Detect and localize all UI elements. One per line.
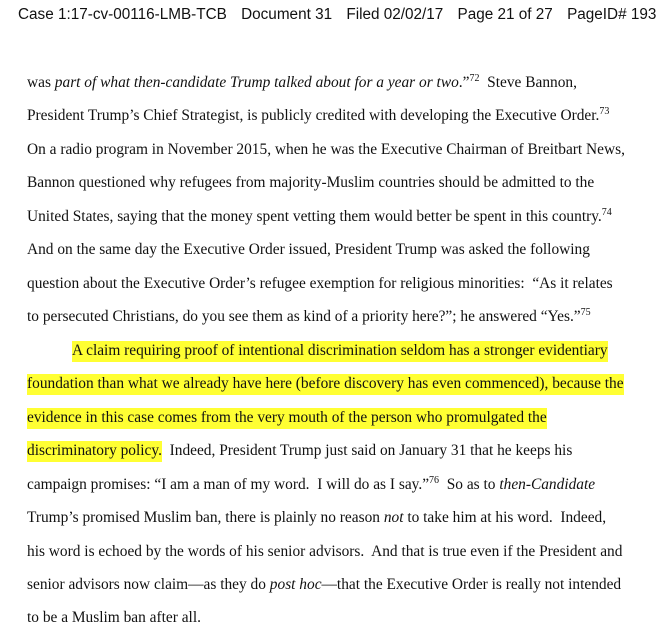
text-line-3 — [27, 141, 625, 159]
line-text: to persecuted Christians, do you see them as kind of a priority here?”; he answered “Yes.” — [27, 308, 581, 325]
line-text: question about the Executive Order’s refugee exemption for religious minorities: “As it relates — [27, 275, 613, 292]
line-text: So as to — [439, 476, 500, 493]
highlighted-text: evidence in this case comes from the very mouth of the person who promulgated the — [27, 408, 547, 429]
text-line-6 — [27, 241, 590, 259]
footnote-ref-75[interactable]: 75 — [580, 307, 591, 318]
line-text: to take him at his word. Indeed, — [403, 509, 607, 526]
line-text: On a radio program in November 2015, when he was the Executive Chairman of Breitbart News, — [27, 141, 625, 158]
footnote-ref-73[interactable]: 73 — [599, 106, 610, 117]
case-header — [18, 6, 657, 24]
footnote-ref-72[interactable]: 72 — [469, 73, 480, 84]
text-line-4 — [27, 174, 594, 192]
line-text: .” — [458, 74, 470, 91]
line-text: Steve Bannon, — [479, 74, 577, 91]
text-line-17 — [27, 609, 201, 627]
line-text: Indeed, President Trump just said on January 31 that he keeps his — [161, 442, 573, 459]
footnote-ref-74[interactable]: 74 — [601, 207, 612, 218]
text-line-12 — [27, 442, 572, 460]
line-text: And on the same day the Executive Order issued, President Trump was asked the following — [27, 241, 590, 258]
text-line-13 — [27, 476, 595, 494]
text-line-15 — [27, 543, 622, 561]
line-text: senior advisors now claim—as they do — [27, 576, 270, 593]
line-text: Trump’s promised Muslim ban, there is plainly no reason — [27, 509, 384, 526]
page-count: Page 21 of 27 — [457, 6, 553, 23]
case-number: Case 1:17-cv-00116-LMB-TCB — [18, 6, 227, 23]
text-line-5 — [27, 208, 612, 226]
text-line-8 — [27, 308, 591, 326]
line-text: campaign promises: “I am a man of my word. I will do as I say.” — [27, 476, 430, 493]
text-line-16 — [27, 576, 621, 594]
italic-quote: part of what then-candidate Trump talked about for a year or two — [54, 74, 459, 91]
footnote-ref-76[interactable]: 76 — [429, 475, 440, 486]
italic-text: then-Candidate — [499, 476, 596, 493]
text-line-1 — [27, 74, 577, 92]
text-line-10 — [27, 375, 624, 393]
line-text: Bannon questioned why refugees from majority-Muslim countries should be admitted to the — [27, 174, 595, 191]
document-number: Document 31 — [241, 6, 333, 23]
line-text: his word is echoed by the words of his senior advisors. And that is true even if the President and — [27, 543, 623, 560]
line-text: was — [27, 74, 55, 91]
text-line-9 — [72, 342, 608, 360]
page-id: PageID# 193 — [567, 6, 657, 23]
highlighted-text: A claim requiring proof of intentional discrimination seldom has a stronger evidentiary — [72, 341, 608, 362]
text-line-7 — [27, 275, 613, 293]
text-line-14 — [27, 509, 606, 527]
text-line-11 — [27, 409, 547, 427]
italic-text: post hoc — [269, 576, 322, 593]
italic-text: not — [383, 509, 404, 526]
line-text: to be a Muslim ban after all. — [27, 609, 201, 626]
line-text: —that the Executive Order is really not intended — [321, 576, 622, 593]
text-line-2 — [27, 107, 609, 125]
line-text: President Trump’s Chief Strategist, is publicly credited with developing the Executive Order. — [27, 107, 600, 124]
line-text: United States, saying that the money spent vetting them would better be spent in this country. — [27, 208, 602, 225]
filed-date: Filed 02/02/17 — [346, 6, 444, 23]
highlighted-text: foundation than what we already have here (before discovery has even commenced), because the — [27, 374, 624, 395]
highlighted-text: discriminatory policy. — [27, 441, 162, 462]
